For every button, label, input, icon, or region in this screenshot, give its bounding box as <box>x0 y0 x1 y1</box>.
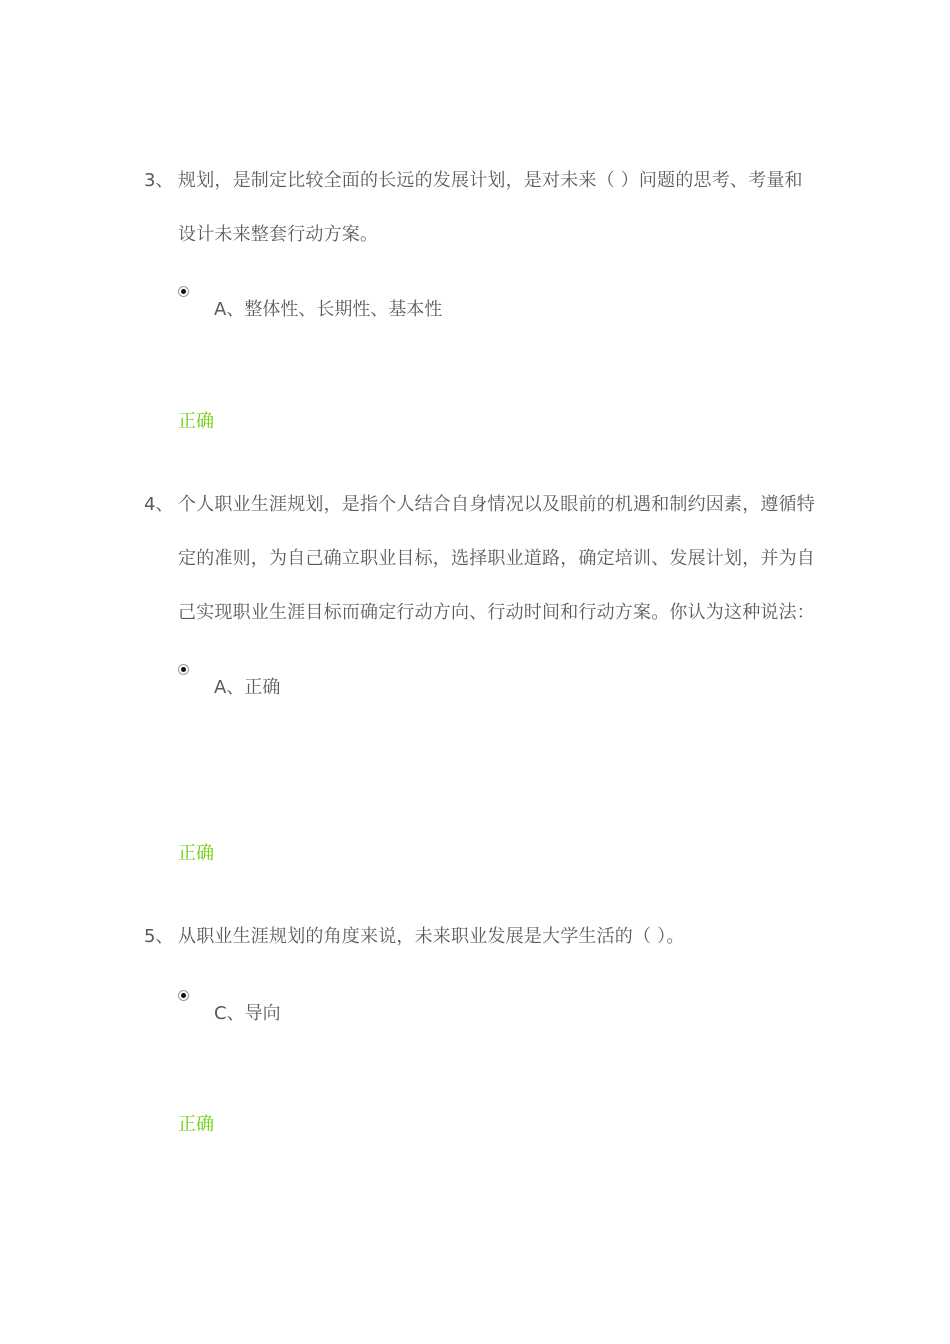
question-text: 从职业生涯规划的角度来说，未来职业发展是大学生活的（ ）。 <box>178 926 685 947</box>
result-correct-label: 正确 <box>178 843 214 864</box>
answer-option[interactable] <box>178 282 824 332</box>
question-row <box>144 478 824 640</box>
question-number: 4、 <box>144 494 174 515</box>
radio-selected-icon[interactable] <box>178 664 189 675</box>
option-text: C、导向 <box>214 1003 281 1024</box>
result-correct-label: 正确 <box>178 411 214 432</box>
radio-selected-icon[interactable] <box>178 286 189 297</box>
question-row <box>144 910 824 964</box>
answer-option[interactable] <box>178 986 824 1036</box>
question-5 <box>144 910 824 1135</box>
result-correct-label: 正确 <box>178 1114 214 1135</box>
question-text: 规划，是制定比较全面的长远的发展计划，是对未来（ ）问题的思考、考量和设计未来整套行动方案。 <box>178 170 803 245</box>
option-text: A、整体性、长期性、基本性 <box>214 299 443 320</box>
question-3 <box>144 154 824 432</box>
answer-option[interactable] <box>178 660 824 710</box>
question-number: 5、 <box>144 926 174 947</box>
question-row <box>144 154 824 262</box>
question-4 <box>144 478 824 864</box>
option-text: A、正确 <box>214 677 281 698</box>
question-text: 个人职业生涯规划，是指个人结合自身情况以及眼前的机遇和制约因素，遵循特定的准则，为自己确立职业目标，选择职业道路，确定培训、发展计划，并为自己实现职业生涯目标而确定行动方向、行动时间和行动方案。你认为这种说法： <box>178 494 815 623</box>
radio-selected-icon[interactable] <box>178 990 189 1001</box>
question-number: 3、 <box>144 170 174 191</box>
